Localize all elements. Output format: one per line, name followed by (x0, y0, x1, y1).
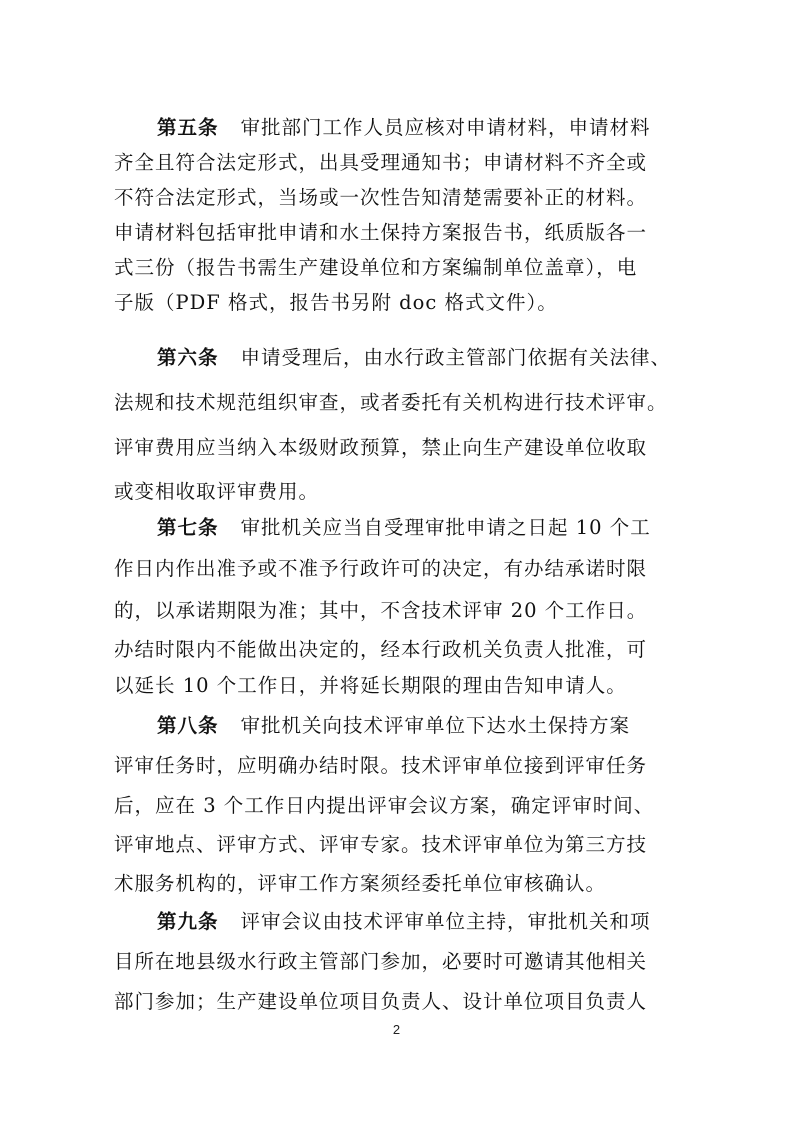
article-7-line: 以延长 10 个工作日，并将延长期限的理由告知申请人。 (114, 674, 627, 697)
article-5-line: 齐全且符合法定形式，出具受理通知书；申请材料不齐全或 (114, 151, 648, 174)
article-7-line: 作日内作出准予或不准予行政许可的决定，有办结承诺时限 (114, 557, 648, 580)
article-8-text: 审批机关向技术评审单位下达水土保持方案 (240, 714, 631, 737)
article-9-line: 目所在地县级水行政主管部门参加，必要时可邀请其他相关 (114, 950, 648, 973)
article-8-line: 后，应在 3 个工作日内提出评审会议方案，确定评审时间、 (114, 794, 655, 817)
article-8-line: 评审任务时，应明确办结时限。技术评审单位接到评审任务 (114, 754, 648, 777)
article-7-first-line (157, 506, 679, 550)
article-9-line: 部门参加；生产建设单位项目负责人、设计单位项目负责人 (114, 990, 648, 1013)
article-7-line: 办结时限内不能做出决定的，经本行政机关负责人批准，可 (114, 638, 648, 661)
page-number: 2 (392, 1022, 401, 1037)
article-6-line: 法规和技术规范组织审查，或者委托有关机构进行技术评审。 (114, 391, 668, 414)
article-8-label: 第八条 (157, 714, 219, 737)
article-8-first-line (157, 704, 679, 748)
article-8-line: 术服务机构的，评审工作方案须经委托单位审核确认。 (114, 872, 607, 895)
article-8-line: 评审地点、评审方式、评审专家。技术评审单位为第三方技 (114, 833, 648, 856)
article-5-line: 式三份（报告书需生产建设单位和方案编制单位盖章），电 (114, 256, 638, 279)
article-5-line: 子版（PDF 格式，报告书另附 doc 格式文件）。 (114, 291, 558, 314)
article-9-label: 第九条 (157, 910, 219, 933)
article-5-text: 审批部门工作人员应核对申请材料，申请材料 (240, 116, 651, 139)
article-7-label: 第七条 (157, 516, 219, 539)
article-7-line: 的，以承诺期限为准；其中，不含技术评审 20 个工作日。 (114, 599, 648, 622)
article-6-first-line (157, 336, 679, 380)
article-6-label: 第六条 (157, 346, 219, 369)
article-5-label: 第五条 (157, 116, 219, 139)
article-7-text: 审批机关应当自受理审批申请之日起 10 个工 (240, 516, 651, 539)
article-9-first-line (157, 900, 679, 944)
article-5-line: 申请材料包括审批申请和水土保持方案报告书，纸质版各一 (114, 221, 648, 244)
article-5-line: 不符合法定形式，当场或一次性告知清楚需要补正的材料。 (114, 186, 648, 209)
article-6-line: 评审费用应当纳入本级财政预算，禁止向生产建设单位收取 (114, 436, 648, 459)
article-9-text: 评审会议由技术评审单位主持，审批机关和项 (240, 910, 651, 933)
article-6-text: 申请受理后，由水行政主管部门依据有关法律、 (240, 346, 672, 369)
article-6-line: 或变相收取评审费用。 (114, 480, 320, 503)
